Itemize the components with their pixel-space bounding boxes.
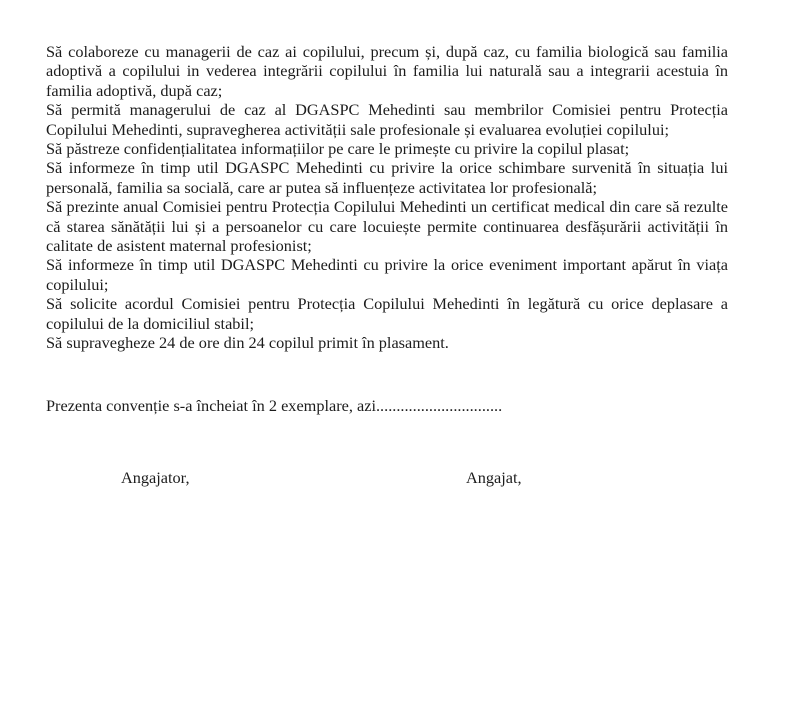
employer-signature-label: Angajator, bbox=[121, 468, 190, 487]
obligation-clause: Să colaboreze cu managerii de caz ai copilului, precum și, după caz, cu familia biologică sau familia adoptivă a copilului in vederea integrării copilului în familia lui naturală sau a integrarii acestuia în familia adoptivă, după caz; bbox=[46, 42, 728, 100]
obligation-clause: Să permită managerului de caz al DGASPC Mehedinti sau membrilor Comisiei pentru Protecția Copilului Mehedinti, supravegherea activității sale profesionale și evaluarea evoluției copilului; bbox=[46, 100, 728, 139]
obligation-clause: Să supravegheze 24 de ore din 24 copilul primit în plasament. bbox=[46, 333, 449, 353]
obligation-clause: Să solicite acordul Comisiei pentru Protecția Copilului Mehedinti în legătură cu orice deplasare a copilului de la domiciliul stabil; bbox=[46, 294, 728, 333]
obligation-clause: Să păstreze confidențialitatea informațiilor pe care le primește cu privire la copilul plasat; bbox=[46, 139, 630, 159]
closing-statement: Prezenta convenție s-a încheiat în 2 exemplare, azi............................... bbox=[46, 396, 503, 415]
employee-signature-label: Angajat, bbox=[466, 468, 522, 487]
obligation-clause: Să prezinte anual Comisiei pentru Protecția Copilului Mehedinti un certificat medical din care să rezulte că starea sănătății lui și a persoanelor cu care locuiește permite continuarea desfășurării activității în calitate de asistent maternal profesionist; bbox=[46, 197, 728, 256]
obligation-clause: Să informeze în timp util DGASPC Mehedinti cu privire la orice eveniment important apărut în viața copilului; bbox=[46, 255, 728, 294]
obligation-clause: Să informeze în timp util DGASPC Mehedinti cu privire la orice schimbare survenită în situația lui personală, familia sa socială, care ar putea să influențeze activitatea lor profesională; bbox=[46, 158, 728, 197]
obligations-list bbox=[46, 42, 728, 353]
